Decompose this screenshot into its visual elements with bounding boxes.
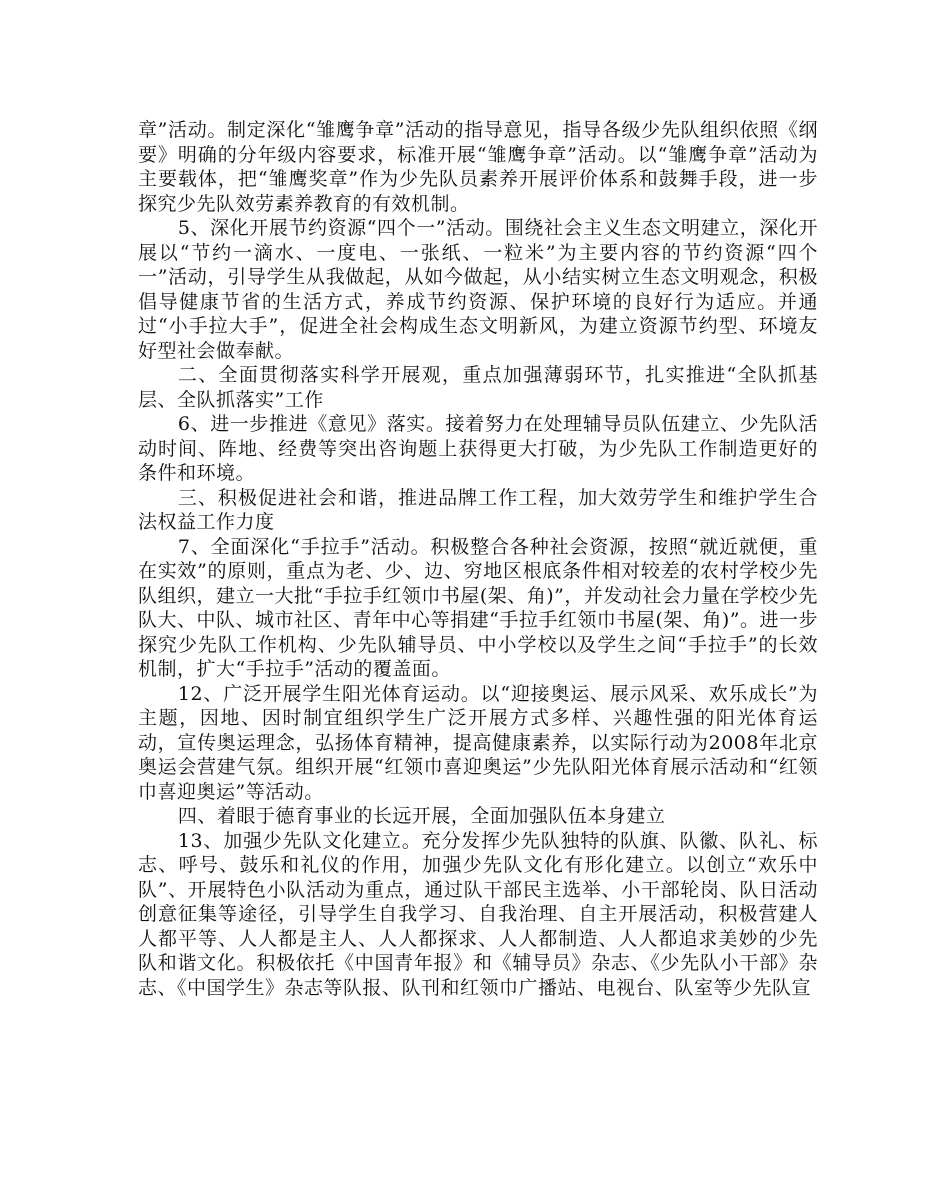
section-heading-3: 三、积极促进社会和谐，推进品牌工作工程，加大效劳学生和维护学生合法权益工作力度 [138, 486, 818, 533]
document-page [138, 118, 818, 1000]
paragraph-continuation: 章”活动。制定深化“雏鹰争章”活动的指导意见，指导各级少先队组织依照《纲要》明确的分年级内容要求，标准开展“雏鹰争章”活动。以“雏鹰争章”活动为主要载体，把“雏鹰奖章”作为少先队员素养开展评价体系和鼓舞手段，进一步探究少先队效劳素养教育的有效机制。 [138, 119, 818, 215]
section-heading-4: 四、着眼于德育事业的长远开展，全面加强队伍本身建立 [177, 805, 666, 827]
paragraph-item-5: 5、深化开展节约资源“四个一”活动。围绕社会主义生态文明建立，深化开展以“节约一滴水、一度电、一张纸、一粒米”为主要内容的节约资源“四个一”活动，引导学生从我做起，从如今做起，从小结实树立生态文明观念，积极倡导健康节省的生活方式，养成节约资源、保护环境的良好行为适应。并通过“小手拉大手”，促进全社会构成生态文明新风，为建立资源节约型、环境友好型社会做奉献。 [138, 217, 818, 362]
section-heading-2: 二、全面贯彻落实科学开展观，重点加强薄弱环节，扎实推进“全队抓基层、全队抓落实”工作 [138, 364, 818, 411]
paragraph-item-12: 12、广泛开展学生阳光体育运动。以“迎接奥运、展示风采、欢乐成长”为主题，因地、因时制宜组织学生广泛开展方式多样、兴趣性强的阳光体育运动，宣传奥运理念，弘扬体育精神，提高健康素养，以实际行动为2008年北京奥运会营建气氛。组织开展“红领巾喜迎奥运”少先队阳光体育展示活动和“红领巾喜迎奥运”等活动。 [138, 682, 818, 803]
paragraph-item-13: 13、加强少先队文化建立。充分发挥少先队独特的队旗、队徽、队礼、标志、呼号、鼓乐和礼仪的作用，加强少先队文化有形化建立。以创立“欢乐中队”、开展特色小队活动为重点，通过队干部民主选举、小干部轮岗、队日活动创意征集等途径，引导学生自我学习、自我治理、自主开展活动，积极营建人人都平等、人人都是主人、人人都探求、人人都制造、人人都追求美妙的少先队和谐文化。积极依托《中国青年报》和《辅导员》杂志、《少先队小干部》杂志、《中国学生》杂志等队报、队刊和红领巾广播站、电视台、队室等少先队宣 [138, 829, 818, 999]
paragraph-item-6: 6、进一步推进《意见》落实。接着努力在处理辅导员队伍建立、少先队活动时间、阵地、经费等突出咨询题上获得更大打破，为少先队工作制造更好的条件和环境。 [138, 413, 818, 484]
paragraph-item-7: 7、全面深化“手拉手”活动。积极整合各种社会资源，按照“就近就便，重在实效”的原则，重点为老、少、边、穷地区根底条件相对较差的农村学校少先队组织，建立一大批“手拉手红领巾书屋(架、角)”，并发动社会力量在学校少先队大、中队、城市社区、青年中心等捐建“手拉手红领巾书屋(架、角)”。进一步探究少先队工作机构、少先队辅导员、中小学校以及学生之间“手拉手”的长效机制，扩大“手拉手”活动的覆盖面。 [138, 535, 818, 680]
